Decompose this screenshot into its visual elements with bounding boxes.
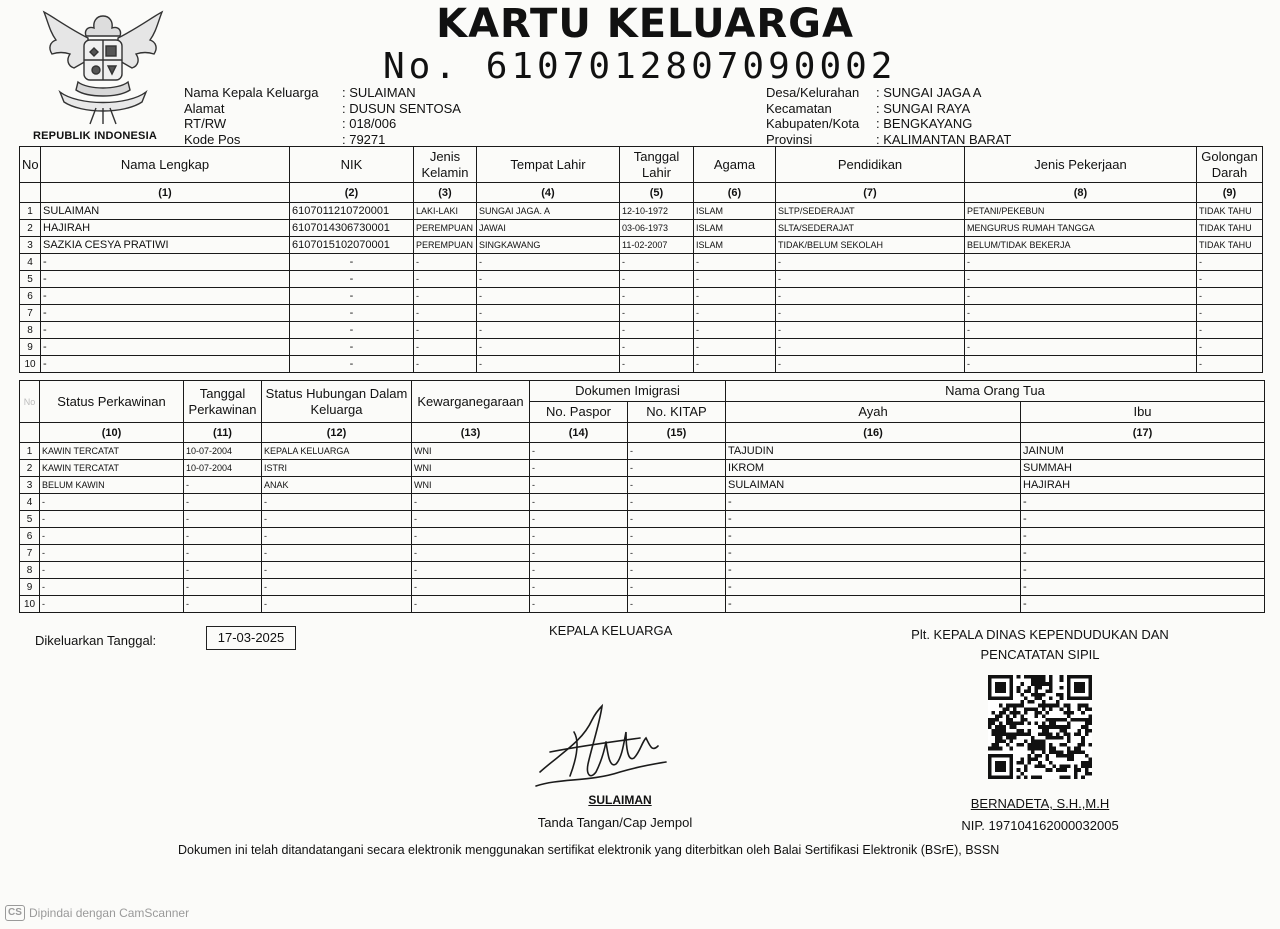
cell-tempat-lahir: - xyxy=(477,356,620,373)
cell-no-kitap: - xyxy=(628,545,726,562)
col-number-ayah: (16) xyxy=(726,423,1021,443)
table2-number-row xyxy=(20,423,1265,443)
cell-tanggal-lahir: - xyxy=(620,271,694,288)
col-header-no-kitap: No. KITAP xyxy=(628,402,726,423)
cell-ayah: IKROM xyxy=(726,460,1021,477)
cell-status-perkawinan: KAWIN TERCATAT xyxy=(40,460,184,477)
cell-tanggal-perkawinan: - xyxy=(184,511,262,528)
cell-no: 3 xyxy=(20,237,41,254)
table-row xyxy=(20,545,1265,562)
cell-ibu: SUMMAH xyxy=(1021,460,1265,477)
electronic-signature-notice: Dokumen ini telah ditandatangani secara elektronik menggunakan sertifikat elektronik yang diterbitkan oleh Balai Sertifikasi Elektronik (BSrE), BSSN xyxy=(178,843,1000,857)
cell-jenis-pekerjaan: - xyxy=(965,254,1197,271)
cell-nik: 6107014306730001 xyxy=(290,220,414,237)
cell-jenis-kelamin: - xyxy=(414,356,477,373)
cell-tanggal-perkawinan: 10-07-2004 xyxy=(184,443,262,460)
cell-pendidikan: - xyxy=(776,288,965,305)
cell-ibu: - xyxy=(1021,579,1265,596)
cell-nik: - xyxy=(290,339,414,356)
col-header-tanggal-lahir: Tanggal Lahir xyxy=(620,147,694,183)
cell-jenis-kelamin: - xyxy=(414,288,477,305)
cell-no: 2 xyxy=(20,220,41,237)
cell-no: 7 xyxy=(20,305,41,322)
cell-ayah: TAJUDIN xyxy=(726,443,1021,460)
card-number: No. 6107012807090002 xyxy=(383,46,897,87)
cell-tanggal-perkawinan: - xyxy=(184,596,262,613)
cell-status-hubungan: - xyxy=(262,511,412,528)
cell-nama-lengkap: SULAIMAN xyxy=(41,203,290,220)
cell-jenis-pekerjaan: - xyxy=(965,305,1197,322)
cell-ayah: - xyxy=(726,545,1021,562)
col-header-golongan-darah: Golongan Darah xyxy=(1197,147,1263,183)
col-number-pendidikan: (7) xyxy=(776,183,965,203)
cell-nik: 6107011210720001 xyxy=(290,203,414,220)
cell-no-kitap: - xyxy=(628,562,726,579)
col-number-status-hubungan: (12) xyxy=(262,423,412,443)
official-nip: NIP. 197104162000032005 xyxy=(961,818,1119,833)
cell-no-kitap: - xyxy=(628,579,726,596)
table-row xyxy=(20,220,1263,237)
cell-pendidikan: - xyxy=(776,271,965,288)
table-row xyxy=(20,528,1265,545)
cell-golongan-darah: TIDAK TAHU xyxy=(1197,203,1263,220)
col-header-kewarganegaraan: Kewarganegaraan xyxy=(412,381,530,423)
cell-no-paspor: - xyxy=(530,494,628,511)
cell-tempat-lahir: - xyxy=(477,305,620,322)
cell-tanggal-lahir: - xyxy=(620,254,694,271)
cell-jenis-kelamin: - xyxy=(414,322,477,339)
cell-no-kitap: - xyxy=(628,443,726,460)
col-number-tanggal-perkawinan: (11) xyxy=(184,423,262,443)
cell-agama: - xyxy=(694,339,776,356)
col-header-tanggal-perkawinan: Tanggal Perkawinan xyxy=(184,381,262,423)
cell-agama: ISLAM xyxy=(694,237,776,254)
col-number-jenis-pekerjaan: (8) xyxy=(965,183,1197,203)
cell-status-perkawinan: BELUM KAWIN xyxy=(40,477,184,494)
cell-ayah: - xyxy=(726,579,1021,596)
cell-no: 10 xyxy=(20,596,40,613)
table2-header-row-top xyxy=(20,381,1265,402)
col-header-no-2: No xyxy=(20,381,40,423)
cell-status-perkawinan: KAWIN TERCATAT xyxy=(40,443,184,460)
cell-no: 1 xyxy=(20,203,41,220)
cell-status-hubungan: ANAK xyxy=(262,477,412,494)
col-header-jenis-kelamin: Jenis Kelamin xyxy=(414,147,477,183)
cell-pendidikan: - xyxy=(776,322,965,339)
cell-nik: - xyxy=(290,322,414,339)
field-provinsi: Provinsi : KALIMANTAN BARAT xyxy=(766,131,1012,147)
cell-agama: ISLAM xyxy=(694,203,776,220)
cell-status-hubungan: - xyxy=(262,596,412,613)
family-head-title: KEPALA KELUARGA xyxy=(549,623,673,638)
col-number-golongan-darah: (9) xyxy=(1197,183,1263,203)
cell-ibu: - xyxy=(1021,596,1265,613)
cell-tanggal-perkawinan: - xyxy=(184,477,262,494)
cell-no: 6 xyxy=(20,528,40,545)
cell-ibu: - xyxy=(1021,511,1265,528)
col-number-jenis-kelamin: (3) xyxy=(414,183,477,203)
col-header-no: No xyxy=(20,147,41,183)
cell-status-perkawinan: - xyxy=(40,596,184,613)
cell-golongan-darah: - xyxy=(1197,254,1263,271)
civil-status-table xyxy=(19,380,1265,613)
cell-tempat-lahir: - xyxy=(477,254,620,271)
table-row xyxy=(20,443,1265,460)
cell-ibu: JAINUM xyxy=(1021,443,1265,460)
family-members-table xyxy=(19,146,1263,373)
cell-agama: - xyxy=(694,322,776,339)
cell-no-paspor: - xyxy=(530,460,628,477)
cell-ibu: HAJIRAH xyxy=(1021,477,1265,494)
watermark-text: Dipindai dengan CamScanner xyxy=(29,906,190,920)
col-number-nik: (2) xyxy=(290,183,414,203)
table-row xyxy=(20,288,1263,305)
cell-no-paspor: - xyxy=(530,596,628,613)
cell-ayah: - xyxy=(726,511,1021,528)
cell-nama-lengkap: - xyxy=(41,305,290,322)
cell-no-paspor: - xyxy=(530,511,628,528)
table-row xyxy=(20,203,1263,220)
cell-status-hubungan: ISTRI xyxy=(262,460,412,477)
cell-nik: - xyxy=(290,356,414,373)
cell-status-hubungan: - xyxy=(262,545,412,562)
cell-tempat-lahir: - xyxy=(477,288,620,305)
header-left-fields xyxy=(184,85,461,147)
col-number-no-paspor: (14) xyxy=(530,423,628,443)
cell-tanggal-perkawinan: - xyxy=(184,545,262,562)
cell-pendidikan: - xyxy=(776,305,965,322)
col-number-tanggal-lahir: (5) xyxy=(620,183,694,203)
cell-tanggal-perkawinan: - xyxy=(184,494,262,511)
cell-jenis-kelamin: - xyxy=(414,339,477,356)
cell-nama-lengkap: - xyxy=(41,322,290,339)
cell-status-perkawinan: - xyxy=(40,562,184,579)
cell-ayah: - xyxy=(726,596,1021,613)
field-kabupaten-kota: Kabupaten/Kota : BENGKAYANG xyxy=(766,116,973,131)
table-row xyxy=(20,254,1263,271)
cell-kewarganegaraan: - xyxy=(412,528,530,545)
cell-no-kitap: - xyxy=(628,460,726,477)
cell-no: 6 xyxy=(20,288,41,305)
cell-no-kitap: - xyxy=(628,494,726,511)
cell-pendidikan: - xyxy=(776,356,965,373)
cell-tempat-lahir: JAWAI xyxy=(477,220,620,237)
cell-status-perkawinan: - xyxy=(40,579,184,596)
cell-golongan-darah: - xyxy=(1197,322,1263,339)
cell-status-hubungan: - xyxy=(262,579,412,596)
cell-no: 7 xyxy=(20,545,40,562)
cell-tanggal-perkawinan: - xyxy=(184,562,262,579)
cell-nik: - xyxy=(290,254,414,271)
cell-kewarganegaraan: - xyxy=(412,562,530,579)
country-label: REPUBLIK INDONESIA xyxy=(33,130,157,142)
cell-status-hubungan: - xyxy=(262,528,412,545)
cell-pendidikan: SLTP/SEDERAJAT xyxy=(776,203,965,220)
cell-nik: - xyxy=(290,305,414,322)
cell-tanggal-lahir: 12-10-1972 xyxy=(620,203,694,220)
cell-ayah: SULAIMAN xyxy=(726,477,1021,494)
table-row xyxy=(20,579,1265,596)
cell-no: 2 xyxy=(20,460,40,477)
cell-nama-lengkap: - xyxy=(41,288,290,305)
col-number-tempat-lahir: (4) xyxy=(477,183,620,203)
cell-tempat-lahir: - xyxy=(477,271,620,288)
field-alamat: Alamat : DUSUN SENTOSA xyxy=(184,100,461,116)
cell-tempat-lahir: SINGKAWANG xyxy=(477,237,620,254)
col-number-ibu: (17) xyxy=(1021,423,1265,443)
col-header-no-paspor: No. Paspor xyxy=(530,402,628,423)
table-row xyxy=(20,511,1265,528)
col-header-tempat-lahir: Tempat Lahir xyxy=(477,147,620,183)
table-row xyxy=(20,271,1263,288)
cell-nama-lengkap: HAJIRAH xyxy=(41,220,290,237)
cell-status-hubungan: - xyxy=(262,494,412,511)
cell-ibu: - xyxy=(1021,494,1265,511)
cell-no-paspor: - xyxy=(530,443,628,460)
cell-no: 8 xyxy=(20,562,40,579)
field-rt-rw: RT/RW : 018/006 xyxy=(184,116,397,131)
cell-tanggal-lahir: 11-02-2007 xyxy=(620,237,694,254)
col-number-no xyxy=(20,183,41,203)
cell-ibu: - xyxy=(1021,562,1265,579)
cell-status-perkawinan: - xyxy=(40,494,184,511)
col-header-status-perkawinan: Status Perkawinan xyxy=(40,381,184,423)
cell-kewarganegaraan: WNI xyxy=(412,443,530,460)
cell-golongan-darah: - xyxy=(1197,271,1263,288)
table-row xyxy=(20,477,1265,494)
cell-no-paspor: - xyxy=(530,562,628,579)
cell-no: 9 xyxy=(20,579,40,596)
col-number-status-perkawinan: (10) xyxy=(40,423,184,443)
cell-kewarganegaraan: WNI xyxy=(412,460,530,477)
cell-pendidikan: TIDAK/BELUM SEKOLAH xyxy=(776,237,965,254)
cell-pendidikan: - xyxy=(776,339,965,356)
cell-status-perkawinan: - xyxy=(40,528,184,545)
cell-kewarganegaraan: - xyxy=(412,511,530,528)
official-title-line1: Plt. KEPALA DINAS KEPENDUDUKAN DAN xyxy=(911,627,1169,642)
col-header-pendidikan: Pendidikan xyxy=(776,147,965,183)
official-name: BERNADETA, S.H.,M.H xyxy=(970,796,1110,811)
cell-no: 10 xyxy=(20,356,41,373)
cell-ibu: - xyxy=(1021,528,1265,545)
cell-ayah: - xyxy=(726,528,1021,545)
cell-status-hubungan: - xyxy=(262,562,412,579)
cell-nama-lengkap: - xyxy=(41,356,290,373)
cell-jenis-kelamin: - xyxy=(414,254,477,271)
cell-status-perkawinan: - xyxy=(40,511,184,528)
cell-agama: - xyxy=(694,356,776,373)
cell-pendidikan: - xyxy=(776,254,965,271)
table1-number-row xyxy=(20,183,1263,203)
field-desa-kelurahan: Desa/Kelurahan : SUNGAI JAGA A xyxy=(766,85,982,100)
cell-tempat-lahir: SUNGAI JAGA. A xyxy=(477,203,620,220)
signature-caption: Tanda Tangan/Cap Jempol xyxy=(537,815,693,830)
cell-no: 3 xyxy=(20,477,40,494)
camscanner-watermark xyxy=(5,905,189,921)
cell-jenis-kelamin: PEREMPUAN xyxy=(414,220,477,237)
cell-tanggal-lahir: - xyxy=(620,339,694,356)
cell-golongan-darah: - xyxy=(1197,305,1263,322)
cell-no-kitap: - xyxy=(628,596,726,613)
col-number-no xyxy=(20,423,40,443)
cell-nama-lengkap: SAZKIA CESYA PRATIWI xyxy=(41,237,290,254)
cell-jenis-pekerjaan: - xyxy=(965,322,1197,339)
cell-nama-lengkap: - xyxy=(41,271,290,288)
cell-kewarganegaraan: - xyxy=(412,545,530,562)
table-row xyxy=(20,562,1265,579)
cell-nik: - xyxy=(290,271,414,288)
cell-kewarganegaraan: - xyxy=(412,579,530,596)
cell-no-kitap: - xyxy=(628,528,726,545)
cell-agama: - xyxy=(694,305,776,322)
cell-no: 5 xyxy=(20,271,41,288)
document-title: KARTU KELUARGA xyxy=(436,1,854,47)
cell-ibu: - xyxy=(1021,545,1265,562)
table-row xyxy=(20,339,1263,356)
cell-tanggal-lahir: - xyxy=(620,322,694,339)
cell-agama: - xyxy=(694,254,776,271)
official-title-line2: PENCATATAN SIPIL xyxy=(980,647,1100,662)
cell-jenis-pekerjaan: - xyxy=(965,288,1197,305)
table-row xyxy=(20,460,1265,477)
cell-kewarganegaraan: - xyxy=(412,596,530,613)
cell-jenis-pekerjaan: - xyxy=(965,339,1197,356)
cell-no-paspor: - xyxy=(530,545,628,562)
cell-golongan-darah: - xyxy=(1197,288,1263,305)
table-row xyxy=(20,356,1263,373)
cell-tanggal-perkawinan: 10-07-2004 xyxy=(184,460,262,477)
official-title xyxy=(880,625,1200,665)
col-header-ibu: Ibu xyxy=(1021,402,1265,423)
cell-jenis-pekerjaan: MENGURUS RUMAH TANGGA xyxy=(965,220,1197,237)
cell-agama: ISLAM xyxy=(694,220,776,237)
cell-tanggal-perkawinan: - xyxy=(184,579,262,596)
cell-jenis-kelamin: PEREMPUAN xyxy=(414,237,477,254)
cell-jenis-kelamin: - xyxy=(414,271,477,288)
cell-tanggal-lahir: 03-06-1973 xyxy=(620,220,694,237)
cell-nik: - xyxy=(290,288,414,305)
table-row xyxy=(20,305,1263,322)
handwritten-signature-icon xyxy=(530,702,670,794)
cell-no: 8 xyxy=(20,322,41,339)
cell-no-kitap: - xyxy=(628,511,726,528)
cell-tanggal-perkawinan: - xyxy=(184,528,262,545)
cell-jenis-pekerjaan: PETANI/PEKEBUN xyxy=(965,203,1197,220)
cell-nik: 6107015102070001 xyxy=(290,237,414,254)
cell-no: 4 xyxy=(20,494,40,511)
qr-code-icon xyxy=(988,675,1092,779)
cell-no: 1 xyxy=(20,443,40,460)
col-number-no-kitap: (15) xyxy=(628,423,726,443)
cell-tempat-lahir: - xyxy=(477,322,620,339)
cell-kewarganegaraan: WNI xyxy=(412,477,530,494)
cell-tanggal-lahir: - xyxy=(620,288,694,305)
field-kecamatan: Kecamatan : SUNGAI RAYA xyxy=(766,100,971,116)
cell-jenis-kelamin: - xyxy=(414,305,477,322)
cell-tanggal-lahir: - xyxy=(620,356,694,373)
col-header-nik: NIK xyxy=(290,147,414,183)
cell-no: 9 xyxy=(20,339,41,356)
cell-tempat-lahir: - xyxy=(477,339,620,356)
cell-nama-lengkap: - xyxy=(41,254,290,271)
cell-status-hubungan: KEPALA KELUARGA xyxy=(262,443,412,460)
table-row xyxy=(20,322,1263,339)
header-right-fields xyxy=(766,85,1011,147)
col-number-agama: (6) xyxy=(694,183,776,203)
col-header-dokumen-imigrasi: Dokumen Imigrasi xyxy=(530,381,726,402)
cell-jenis-kelamin: LAKI-LAKI xyxy=(414,203,477,220)
cell-golongan-darah: - xyxy=(1197,356,1263,373)
cell-golongan-darah: - xyxy=(1197,339,1263,356)
cell-agama: - xyxy=(694,288,776,305)
cell-ayah: - xyxy=(726,562,1021,579)
cell-pendidikan: SLTA/SEDERAJAT xyxy=(776,220,965,237)
cell-no: 4 xyxy=(20,254,41,271)
cell-jenis-pekerjaan: - xyxy=(965,271,1197,288)
issued-date: 17-03-2025 xyxy=(206,626,296,650)
cell-jenis-pekerjaan: BELUM/TIDAK BEKERJA xyxy=(965,237,1197,254)
cell-tanggal-lahir: - xyxy=(620,305,694,322)
col-number-nama-lengkap: (1) xyxy=(41,183,290,203)
col-header-agama: Agama xyxy=(694,147,776,183)
cell-jenis-pekerjaan: - xyxy=(965,356,1197,373)
cell-no-kitap: - xyxy=(628,477,726,494)
table-row xyxy=(20,237,1263,254)
cell-golongan-darah: TIDAK TAHU xyxy=(1197,220,1263,237)
col-header-nama-lengkap: Nama Lengkap xyxy=(41,147,290,183)
cell-no: 5 xyxy=(20,511,40,528)
cell-no-paspor: - xyxy=(530,477,628,494)
cell-agama: - xyxy=(694,271,776,288)
col-header-jenis-pekerjaan: Jenis Pekerjaan xyxy=(965,147,1197,183)
cell-nama-lengkap: - xyxy=(41,339,290,356)
camscanner-logo-icon: CS xyxy=(5,905,25,921)
field-nama-kepala-keluarga: Nama Kepala Keluarga : SULAIMAN xyxy=(184,85,416,100)
col-header-status-hubungan: Status Hubungan Dalam Keluarga xyxy=(262,381,412,423)
cell-golongan-darah: TIDAK TAHU xyxy=(1197,237,1263,254)
cell-kewarganegaraan: - xyxy=(412,494,530,511)
cell-ayah: - xyxy=(726,494,1021,511)
col-number-kewarganegaraan: (13) xyxy=(412,423,530,443)
field-kode-pos: Kode Pos : 79271 xyxy=(184,131,386,147)
col-header-nama-orang-tua: Nama Orang Tua xyxy=(726,381,1265,402)
table1-header-row xyxy=(20,147,1263,183)
cell-no-paspor: - xyxy=(530,579,628,596)
family-head-name: SULAIMAN xyxy=(588,793,652,807)
cell-no-paspor: - xyxy=(530,528,628,545)
col-header-ayah: Ayah xyxy=(726,402,1021,423)
table-row xyxy=(20,494,1265,511)
table-row xyxy=(20,596,1265,613)
issued-label: Dikeluarkan Tanggal: xyxy=(35,633,157,648)
cell-status-perkawinan: - xyxy=(40,545,184,562)
